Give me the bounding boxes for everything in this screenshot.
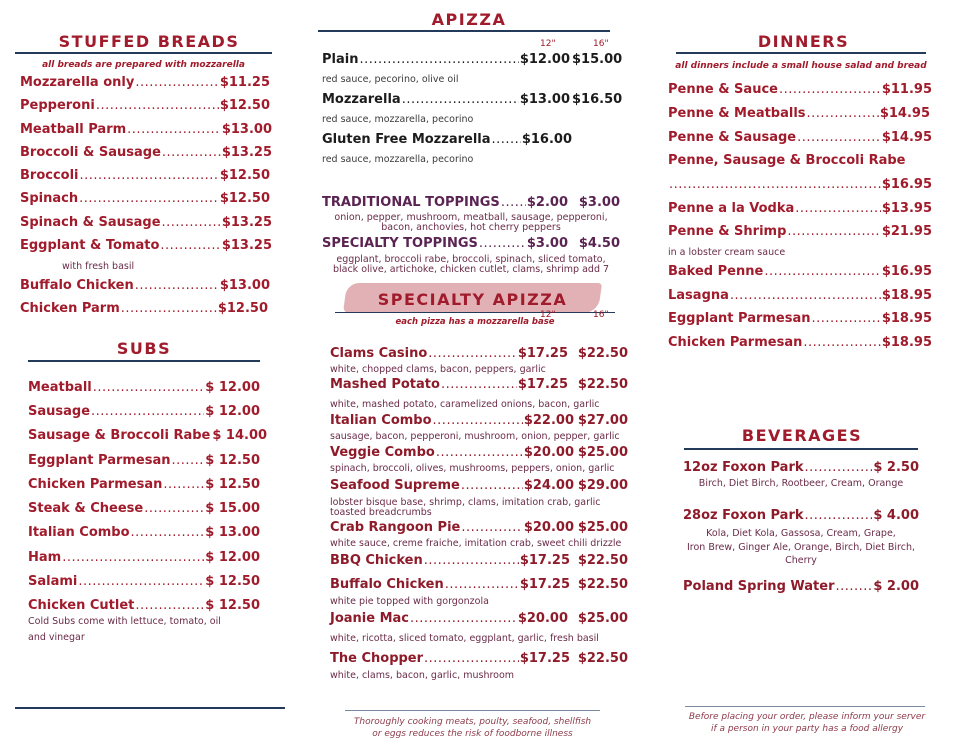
dinners-title: DINNERS — [757, 32, 850, 51]
apizza-title: APIZZA — [431, 10, 507, 29]
menu-item: Penne & Shrimp ..... $21.95 — [668, 224, 932, 239]
toppings-description: bacon, anchovies, hot cherry peppers — [381, 222, 561, 233]
specialty-rule — [335, 312, 615, 313]
menu-item: Meatball ..... $ 12.00 — [28, 380, 260, 395]
beverages-rule — [684, 448, 918, 450]
menu-item: Baked Penne ..... $16.95 — [668, 264, 932, 279]
menu-item: Chicken Cutlet ..... $ 12.50 — [28, 598, 260, 613]
stuffed-breads-rule — [15, 52, 272, 54]
item-description: red sauce, mozzarella, pecorino — [322, 154, 474, 165]
item-description: in a lobster cream sauce — [668, 247, 786, 258]
price-16: $4.50 — [578, 236, 620, 251]
menu-item: Mozzarella ..... $13.00 — [322, 92, 570, 107]
right-footer-rule — [685, 706, 925, 707]
price-16: $15.00 — [572, 52, 623, 67]
left-footer-rule — [15, 707, 285, 709]
menu-item: Eggplant & Tomato ..... $13.25 — [20, 238, 272, 253]
item-description: Cherry — [785, 555, 817, 566]
menu-item: Chicken Parmesan ..... $ 12.50 — [28, 477, 260, 492]
price-16: $22.50 — [577, 377, 628, 392]
menu-item: Penne a la Vodka ..... $13.95 — [668, 201, 932, 216]
price-16: $27.00 — [577, 413, 628, 428]
menu-item: Buffalo Chicken ..... $17.25 — [330, 577, 570, 592]
stuffed-breads-title: STUFFED BREADS — [58, 32, 240, 51]
item-description: white, clams, bacon, garlic, mushroom — [330, 670, 515, 681]
allergy-notice: Before placing your order, please inform your server — [688, 712, 926, 722]
price-16: $22.50 — [577, 346, 628, 361]
food-safety-notice: or eggs reduces the risk of foodborne illness — [372, 729, 573, 739]
menu-item: 28oz Foxon Park ..... $ 4.00 — [683, 508, 919, 523]
price-16: $22.50 — [577, 553, 628, 568]
toppings-description: black olive, artichoke, chicken cutlet, clams, shrimp add 7 — [332, 264, 610, 275]
price-16: $22.50 — [577, 577, 628, 592]
menu-item: BBQ Chicken ..... $17.25 — [330, 553, 570, 568]
menu-item: Chicken Parmesan ..... $18.95 — [668, 335, 932, 350]
item-description: with fresh basil — [62, 261, 135, 272]
price-16: $16.50 — [572, 92, 623, 107]
menu-item: Sausage & Broccoli Rabe $ 14.00 — [28, 428, 268, 443]
menu-item: Penne & Meatballs ..... $14.95 — [668, 106, 930, 121]
menu-item: Spinach ..... $12.50 — [20, 191, 270, 206]
item-description: white, chopped clams, bacon, peppers, garlic — [330, 364, 546, 375]
subs-note: Cold Subs come with lettuce, tomato, oil — [28, 616, 221, 627]
menu-item: The Chopper ..... $17.25 — [330, 651, 570, 666]
item-description: white sauce, creme fraiche, imitation crab, sweet chili drizzle — [330, 538, 622, 549]
menu-item: Eggplant Parmesan ..... $ 12.50 — [28, 453, 260, 468]
dinners-rule — [676, 52, 926, 54]
specialty-apizza-title: SPECIALTY APIZZA — [377, 290, 568, 309]
allergy-notice: if a person in your party has a food allergy — [710, 724, 904, 734]
item-description: white pie topped with gorgonzola — [330, 596, 489, 607]
price-16: $25.00 — [577, 520, 628, 535]
dinners-note: all dinners include a small house salad and bread — [675, 61, 927, 71]
menu-item: Eggplant Parmesan ..... $18.95 — [668, 311, 932, 326]
menu-item: Crab Rangoon Pie ..... $20.00 — [330, 520, 574, 535]
price-16: $25.00 — [577, 611, 628, 626]
stuffed-breads-note: all breads are prepared with mozzarella — [42, 60, 245, 70]
item-description: white, ricotta, sliced tomato, eggplant, garlic, fresh basil — [330, 633, 599, 644]
price-16: $29.00 — [577, 478, 628, 493]
menu-item: Penne & Sauce ..... $11.95 — [668, 82, 932, 97]
menu-item: Italian Combo ..... $ 13.00 — [28, 525, 260, 540]
item-description: sausage, bacon, pepperoni, mushroom, onion, pepper, garlic — [330, 431, 620, 442]
toppings-row: TRADITIONAL TOPPINGS ..... $2.00 — [322, 195, 568, 210]
item-description: white, mashed potato, caramelized onions, bacon, garlic — [330, 399, 600, 410]
item-description: red sauce, mozzarella, pecorino — [322, 114, 474, 125]
menu-item: Gluten Free Mozzarella ..... $16.00 — [322, 132, 572, 147]
item-description: lobster bisque base, shrimp, clams, imitation crab, garlic — [330, 497, 601, 508]
menu-item: Meatball Parm ..... $13.00 — [20, 122, 272, 137]
middle-footer-rule — [345, 710, 600, 711]
size-16-label: 16" — [593, 310, 609, 320]
menu-item: Veggie Combo ..... $20.00 — [330, 445, 574, 460]
subs-note: and vinegar — [28, 632, 85, 643]
apizza-rule — [318, 30, 610, 32]
menu-item: Penne, Sausage & Broccoli Rabe — [668, 153, 906, 168]
food-safety-notice: Thoroughly cooking meats, poulty, seafood, shellfish — [353, 717, 592, 727]
menu-item: Poland Spring Water ..... $ 2.00 — [683, 579, 919, 594]
menu-item: Chicken Parm ..... $12.50 — [20, 301, 268, 316]
menu-item: Buffalo Chicken ..... $13.00 — [20, 278, 270, 293]
menu-item: Mashed Potato ..... $17.25 — [330, 377, 568, 392]
item-description: toasted breadcrumbs — [330, 507, 432, 518]
menu-item: Steak & Cheese ..... $ 15.00 — [28, 501, 260, 516]
size-12-label: 12" — [540, 39, 556, 49]
size-16-label: 16" — [593, 39, 609, 49]
toppings-row: SPECIALTY TOPPINGS ..... $3.00 — [322, 236, 568, 251]
menu-item: Italian Combo ..... $22.00 — [330, 413, 574, 428]
subs-title: SUBS — [116, 339, 172, 358]
beverages-title: BEVERAGES — [741, 426, 863, 445]
menu-item: Ham ..... $ 12.00 — [28, 550, 260, 565]
menu-item: 12oz Foxon Park ..... $ 2.50 — [683, 460, 919, 475]
size-12-label: 12" — [540, 310, 556, 320]
toppings-description: eggplant, broccoli rabe, broccoli, spinach, sliced tomato, — [336, 254, 606, 265]
menu-item: Mozzarella only ..... $11.25 — [20, 75, 270, 90]
menu-item: Clams Casino ..... $17.25 — [330, 346, 568, 361]
specialty-note: each pizza has a mozzarella base — [395, 317, 555, 327]
menu-item: Spinach & Sausage ..... $13.25 — [20, 215, 272, 230]
price-16: $25.00 — [577, 445, 628, 460]
menu-item: Plain ..... $12.00 — [322, 52, 570, 67]
item-description: Birch, Diet Birch, Rootbeer, Cream, Orange — [698, 478, 904, 489]
menu-item: Broccoli & Sausage ..... $13.25 — [20, 145, 272, 160]
subs-rule — [28, 360, 260, 362]
menu-item: Lasagna ..... $18.95 — [668, 288, 932, 303]
toppings-description: onion, pepper, mushroom, meatball, sausage, pepperoni, — [334, 212, 608, 223]
menu-item: Pepperoni ..... $12.50 — [20, 98, 270, 113]
menu-item-price-line: ..... $16.95 — [668, 177, 932, 192]
item-description: red sauce, pecorino, olive oil — [322, 74, 459, 85]
item-description: spinach, broccoli, olives, mushrooms, peppers, onion, garlic — [330, 463, 615, 474]
item-description: Kola, Diet Kola, Gassosa, Cream, Grape, — [706, 528, 896, 539]
price-16: $3.00 — [578, 195, 620, 210]
menu-item: Penne & Sausage ..... $14.95 — [668, 130, 932, 145]
menu-item: Salami ..... $ 12.50 — [28, 574, 260, 589]
menu-item: Broccoli ..... $12.50 — [20, 168, 270, 183]
menu-item: Seafood Supreme ..... $24.00 — [330, 478, 574, 493]
price-16: $22.50 — [577, 651, 628, 666]
menu-item: Sausage ..... $ 12.00 — [28, 404, 260, 419]
item-description: Iron Brew, Ginger Ale, Orange, Birch, Diet Birch, — [686, 542, 915, 553]
menu-item: Joanie Mac ..... $20.00 — [330, 611, 568, 626]
